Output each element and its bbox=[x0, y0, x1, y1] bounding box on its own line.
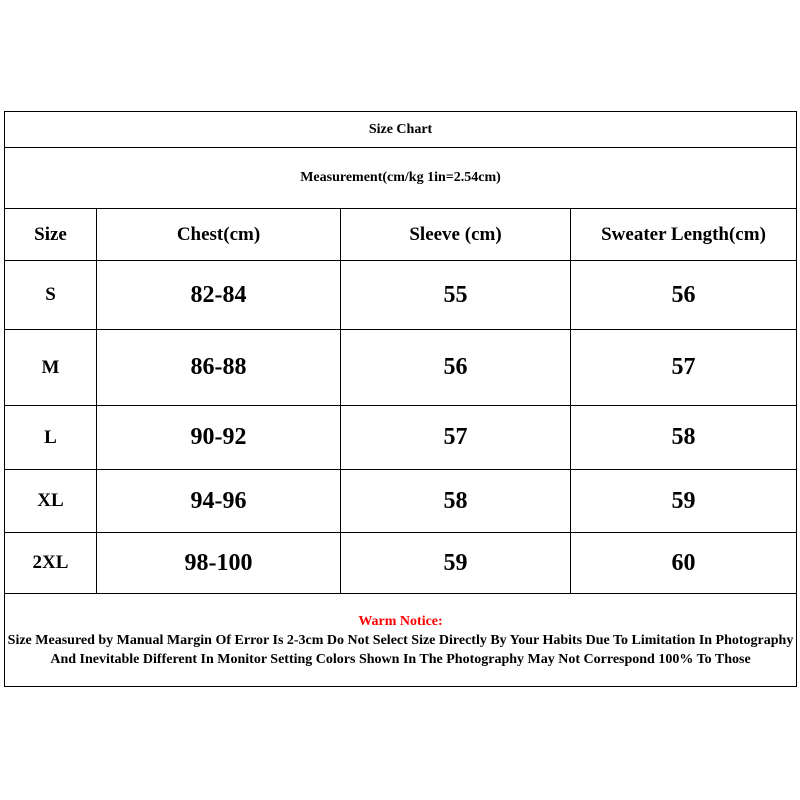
header-length: Sweater Length(cm) bbox=[571, 209, 797, 261]
header-sleeve: Sleeve (cm) bbox=[341, 209, 571, 261]
sleeve-cell: 58 bbox=[341, 470, 571, 533]
title-row bbox=[5, 112, 797, 148]
size-cell: L bbox=[5, 406, 97, 470]
sleeve-cell: 59 bbox=[341, 533, 571, 594]
table-title: Size Chart bbox=[5, 112, 797, 148]
length-cell: 60 bbox=[571, 533, 797, 594]
table-row bbox=[5, 470, 797, 533]
header-size: Size bbox=[5, 209, 97, 261]
sleeve-cell: 55 bbox=[341, 261, 571, 330]
length-cell: 58 bbox=[571, 406, 797, 470]
size-cell: XL bbox=[5, 470, 97, 533]
length-cell: 56 bbox=[571, 261, 797, 330]
size-cell: S bbox=[5, 261, 97, 330]
measurement-note: Measurement(cm/kg 1in=2.54cm) bbox=[5, 148, 797, 209]
chest-cell: 94-96 bbox=[97, 470, 341, 533]
length-cell: 57 bbox=[571, 330, 797, 406]
table-row bbox=[5, 330, 797, 406]
chest-cell: 90-92 bbox=[97, 406, 341, 470]
measurement-row bbox=[5, 148, 797, 209]
chest-cell: 82-84 bbox=[97, 261, 341, 330]
sleeve-cell: 57 bbox=[341, 406, 571, 470]
warm-notice bbox=[5, 594, 797, 687]
size-cell: 2XL bbox=[5, 533, 97, 594]
chest-cell: 86-88 bbox=[97, 330, 341, 406]
header-chest: Chest(cm) bbox=[97, 209, 341, 261]
notice-title: Warm Notice: bbox=[358, 613, 443, 629]
table-row bbox=[5, 533, 797, 594]
table-row bbox=[5, 261, 797, 330]
size-chart-table bbox=[4, 111, 797, 687]
size-cell: M bbox=[5, 330, 97, 406]
table-row bbox=[5, 406, 797, 470]
chest-cell: 98-100 bbox=[97, 533, 341, 594]
notice-row bbox=[5, 594, 797, 687]
sleeve-cell: 56 bbox=[341, 330, 571, 406]
notice-text: Size Measured by Manual Margin Of Error Is 2-3cm Do Not Select Size Directly By Your Habits Due To Limitation In Photography And Inevitable Different In Monitor Setting Colors Shown In The Photography May Not Correspond 100% To Those bbox=[7, 632, 794, 667]
header-row bbox=[5, 209, 797, 261]
length-cell: 59 bbox=[571, 470, 797, 533]
